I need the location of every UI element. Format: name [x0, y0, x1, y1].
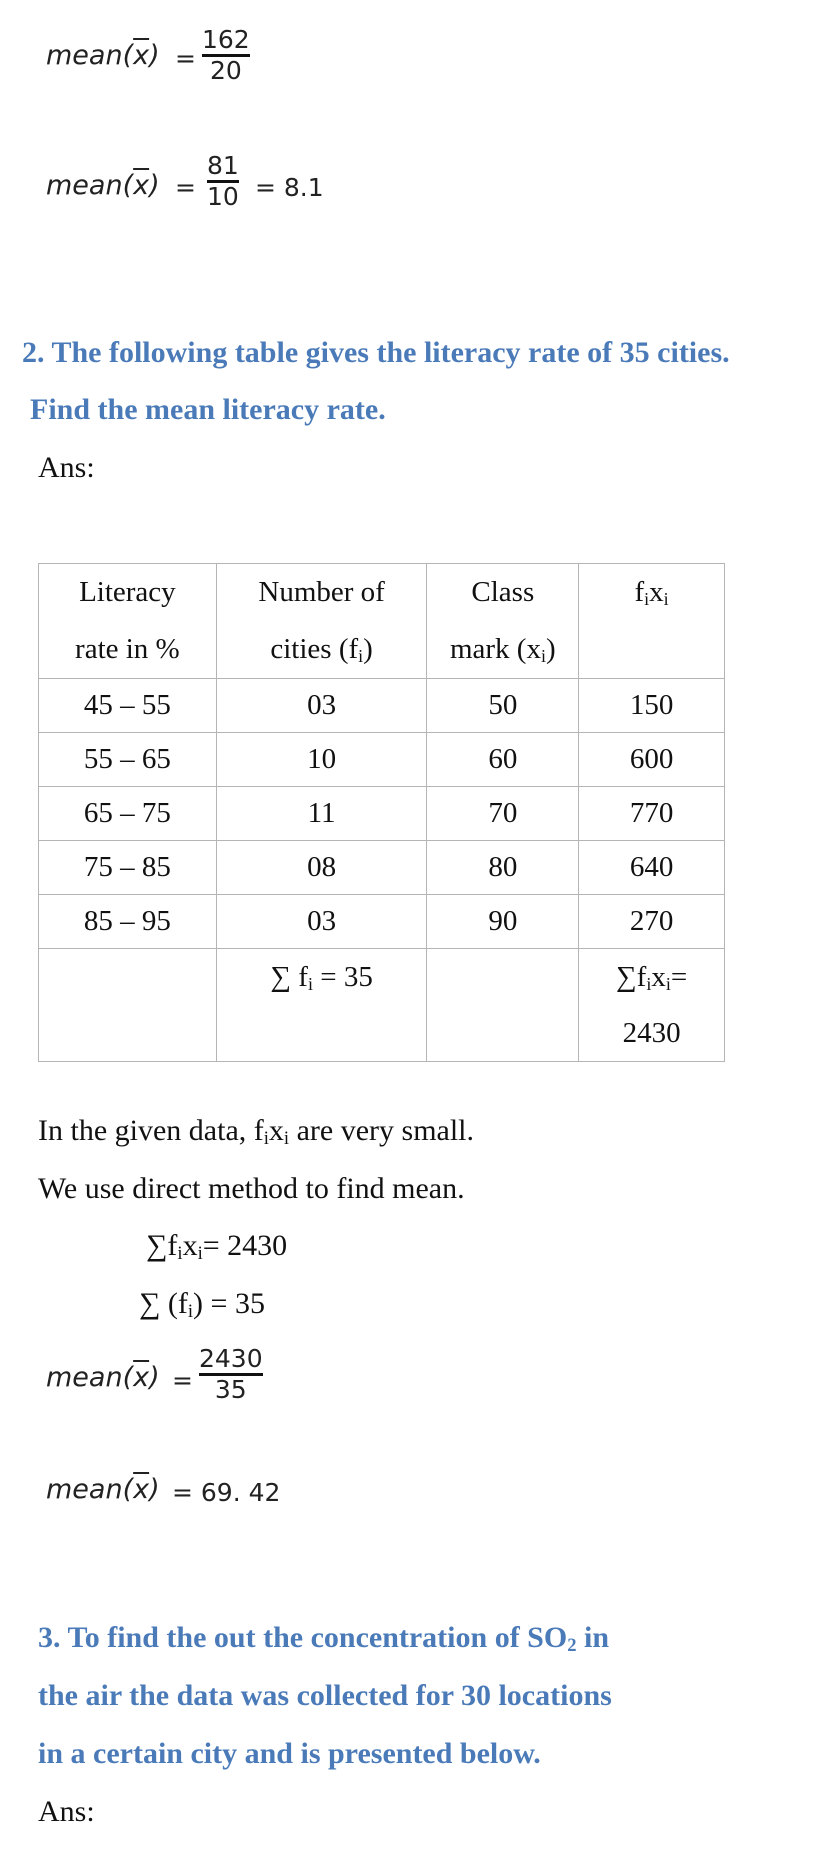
total-fx-cell: $\sum f_ix_i=$ 2430	[579, 949, 725, 1062]
header-number-of-cities: Number of cities $(f_i)$	[216, 564, 427, 679]
table-row	[39, 733, 725, 787]
table-cell: 11	[216, 787, 427, 841]
table-cell: 10	[216, 733, 427, 787]
table-cell: 03	[216, 679, 427, 733]
table-cell: 45 – 55	[39, 679, 217, 733]
mean-expression-1: $mean(\overline{x})$	[46, 40, 160, 71]
equals-sign: =	[172, 1366, 193, 1395]
table-cell: 640	[579, 841, 725, 895]
table-cell: 75 – 85	[39, 841, 217, 895]
question-3-line-2: the air the data was collected for 30 locations	[38, 1679, 612, 1712]
x-bar-symbol: $\overline{x}$	[133, 170, 150, 201]
x-bar-symbol: $\overline{x}$	[133, 1362, 150, 1393]
table-cell: 270	[579, 895, 725, 949]
table-cell: 65 – 75	[39, 787, 217, 841]
x-bar-symbol: $\overline{x}$	[133, 1474, 150, 1505]
table-cell: 150	[579, 679, 725, 733]
mean-result: = 69. 42	[172, 1478, 281, 1507]
fraction-denominator: 35	[214, 1375, 247, 1404]
fraction-numerator: 81	[207, 151, 239, 180]
table-total-row	[39, 949, 725, 1062]
mean-label: mean	[46, 40, 123, 71]
table-row	[39, 679, 725, 733]
mean-expression-3: $mean(\overline{x})$	[46, 1362, 160, 1393]
table-cell: 03	[216, 895, 427, 949]
table-header-row	[39, 564, 725, 679]
equals-sign: =	[175, 173, 196, 202]
table-cell: 80	[427, 841, 579, 895]
table-cell: 85 – 95	[39, 895, 217, 949]
table-row	[39, 841, 725, 895]
table-cell: 08	[216, 841, 427, 895]
x-bar-symbol: $\overline{x}$	[133, 40, 150, 71]
table-cell: 70	[427, 787, 579, 841]
sum-fx-line: $\sum f_ix_i= 2430$	[146, 1229, 288, 1264]
table-row	[39, 787, 725, 841]
fraction-denominator: 20	[209, 56, 242, 85]
question-3-line-1: 3. To find the out the concentration of $SO_2$ in	[38, 1621, 610, 1656]
equals-sign: =	[175, 44, 196, 73]
fraction-1	[202, 26, 250, 85]
table-cell: 55 – 65	[39, 733, 217, 787]
table-row	[39, 895, 725, 949]
mean-label: mean	[46, 170, 123, 201]
table-cell: 50	[427, 679, 579, 733]
table-cell: 770	[579, 787, 725, 841]
explanation-line-2: We use direct method to find mean.	[38, 1172, 465, 1205]
header-class-mark: Class mark $(x_i)$	[427, 564, 579, 679]
header-fixi: $f_ix_i$	[579, 564, 725, 679]
literacy-table	[38, 563, 725, 1062]
fraction-denominator: 10	[207, 182, 239, 211]
header-literacy-rate: Literacy rate in %	[39, 564, 217, 679]
mean-label: mean	[46, 1474, 123, 1505]
answer-label: Ans:	[38, 1795, 95, 1828]
sum-f-line: ∑ $(f_i) = 35$	[139, 1287, 265, 1322]
question-2-line-1: 2. The following table gives the literacy rate of 35 cities.	[22, 336, 730, 369]
mean-expression-2: $mean(\overline{x})$	[46, 170, 160, 201]
question-2-line-2: Find the mean literacy rate.	[30, 393, 386, 426]
question-3-line-3: in a certain city and is presented below.	[38, 1737, 541, 1770]
fraction-numerator: 162	[202, 25, 250, 54]
mean-label: mean	[46, 1362, 123, 1393]
table-cell	[427, 949, 579, 1062]
table-cell: 60	[427, 733, 579, 787]
explanation-line-1: In the given data, $f_ix_i$ are very small.	[38, 1114, 475, 1149]
fraction-2	[207, 152, 239, 211]
fraction-numerator: 2430	[199, 1344, 263, 1373]
total-f-cell: ∑ $f_i = 35$	[216, 949, 427, 1062]
table-cell	[39, 949, 217, 1062]
result-value: = 8.1	[255, 173, 324, 202]
table-cell: 600	[579, 733, 725, 787]
mean-expression-4: $mean(\overline{x})$	[46, 1474, 160, 1505]
fraction-3	[199, 1345, 263, 1404]
answer-label: Ans:	[38, 451, 95, 484]
table-cell: 90	[427, 895, 579, 949]
